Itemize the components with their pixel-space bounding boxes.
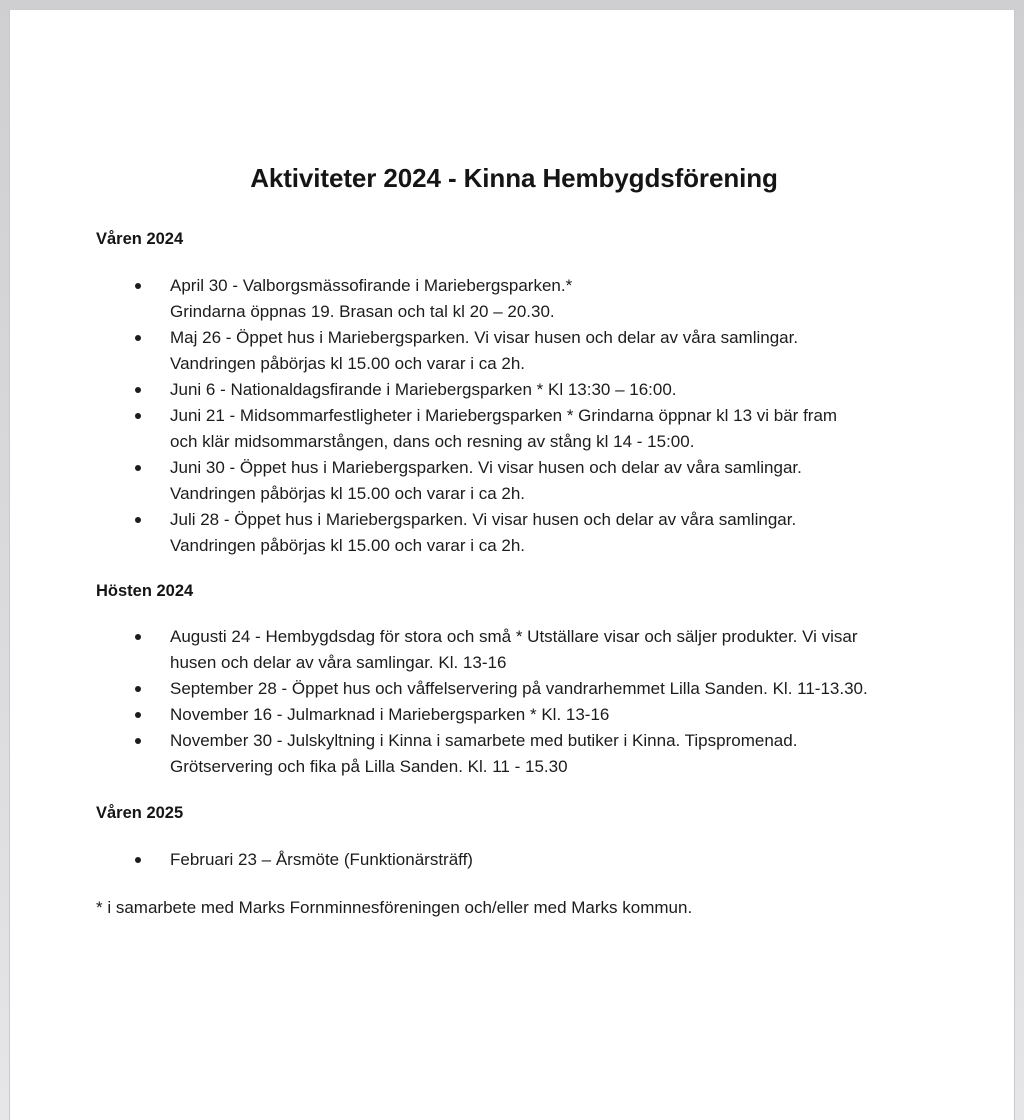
document-body bbox=[96, 10, 976, 921]
event-text-line-1: September 28 - Öppet hus och våffelservering på vandrarhemmet Lilla Sanden. Kl. 11-13.30. bbox=[170, 679, 868, 698]
event-text-line-1: Juni 21 - Midsommarfestligheter i Mariebergsparken * Grindarna öppnar kl 13 vi bär fram bbox=[170, 406, 838, 425]
section-heading-varen-2024: Våren 2024 bbox=[96, 230, 184, 248]
event-text-line-1: November 30 - Julskyltning i Kinna i samarbete med butiker i Kinna. Tipspromenad. bbox=[170, 731, 798, 750]
list-item bbox=[96, 455, 976, 507]
bullet-icon bbox=[135, 283, 141, 289]
event-text-line-2: Grindarna öppnas 19. Brasan och tal kl 20 – 20.30. bbox=[170, 302, 555, 321]
spacer bbox=[96, 194, 976, 228]
bullet-icon bbox=[135, 634, 141, 640]
bullet-icon bbox=[135, 387, 141, 393]
bullet-icon bbox=[135, 465, 141, 471]
list-item bbox=[96, 377, 976, 403]
spacer bbox=[96, 250, 976, 273]
event-list-varen-2024 bbox=[96, 273, 976, 559]
event-text-line-2: husen och delar av våra samlingar. Kl. 13-16 bbox=[170, 653, 507, 672]
list-item bbox=[96, 624, 976, 676]
section-heading-varen-2025: Våren 2025 bbox=[96, 804, 184, 822]
event-text-line-1: November 16 - Julmarknad i Mariebergsparken * Kl. 13-16 bbox=[170, 705, 610, 724]
bullet-icon bbox=[135, 712, 141, 718]
list-item bbox=[96, 507, 976, 559]
bullet-icon bbox=[135, 686, 141, 692]
list-item bbox=[96, 702, 976, 728]
spacer bbox=[96, 824, 976, 847]
event-text-line-1: Februari 23 – Årsmöte (Funktionärsträff) bbox=[170, 850, 473, 869]
spacer bbox=[96, 873, 976, 895]
event-text-line-2: och klär midsommarstången, dans och resning av stång kl 14 - 15:00. bbox=[170, 432, 695, 451]
event-text-line-2: Vandringen påbörjas kl 15.00 och varar i ca 2h. bbox=[170, 536, 526, 555]
page-title: Aktiviteter 2024 - Kinna Hembygdsförening bbox=[250, 163, 778, 193]
footnote: * i samarbete med Marks Fornminnesföreningen och/eller med Marks kommun. bbox=[96, 898, 693, 917]
event-list-hosten-2024 bbox=[96, 624, 976, 780]
bullet-icon bbox=[135, 517, 141, 523]
list-item bbox=[96, 676, 976, 702]
event-text-line-1: Juni 30 - Öppet hus i Mariebergsparken. Vi visar husen och delar av våra samlingar. bbox=[170, 458, 802, 477]
spacer bbox=[96, 780, 976, 802]
event-text-line-1: Juni 6 - Nationaldagsfirande i Mariebergsparken * Kl 13:30 – 16:00. bbox=[170, 380, 677, 399]
document-page bbox=[9, 10, 1015, 1120]
list-item bbox=[96, 728, 976, 780]
section-heading-hosten-2024: Hösten 2024 bbox=[96, 582, 194, 600]
event-text-line-1: April 30 - Valborgsmässofirande i Mariebergsparken.* bbox=[170, 276, 573, 295]
spacer bbox=[96, 602, 976, 624]
spacer bbox=[96, 559, 976, 580]
event-text-line-1: Juli 28 - Öppet hus i Mariebergsparken. Vi visar husen och delar av våra samlingar. bbox=[170, 510, 797, 529]
list-item bbox=[96, 847, 976, 873]
bullet-icon bbox=[135, 335, 141, 341]
event-text-line-2: Vandringen påbörjas kl 15.00 och varar i ca 2h. bbox=[170, 484, 526, 503]
bullet-icon bbox=[135, 738, 141, 744]
event-text-line-1: Augusti 24 - Hembygdsdag för stora och små * Utställare visar och säljer produkter. Vi visar bbox=[170, 627, 858, 646]
list-item bbox=[96, 325, 976, 377]
list-item bbox=[96, 403, 976, 455]
event-text-line-1: Maj 26 - Öppet hus i Mariebergsparken. Vi visar husen och delar av våra samlingar. bbox=[170, 328, 799, 347]
event-text-line-2: Vandringen påbörjas kl 15.00 och varar i ca 2h. bbox=[170, 354, 526, 373]
list-item bbox=[96, 273, 976, 325]
event-text-line-2: Grötservering och fika på Lilla Sanden. Kl. 11 - 15.30 bbox=[170, 757, 568, 776]
bullet-icon bbox=[135, 413, 141, 419]
event-list-varen-2025 bbox=[96, 847, 976, 873]
bullet-icon bbox=[135, 857, 141, 863]
